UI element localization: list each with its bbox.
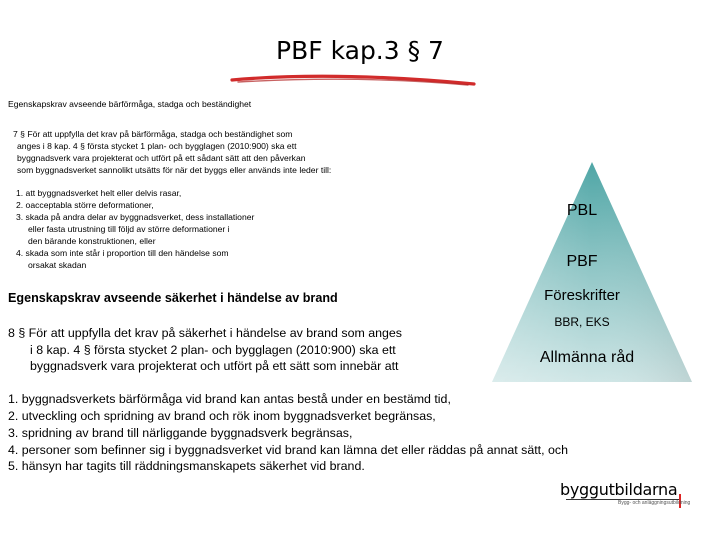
section1-list-item: den bärande konstruktionen, eller bbox=[28, 236, 156, 246]
section1-paragraph-line: anges i 8 kap. 4 § första stycket 1 plan- och bygglagen (2010:900) ska ett bbox=[17, 141, 297, 151]
section1-list-item: 3. skada på andra delar av byggnadsverket, dess installationer bbox=[16, 212, 255, 222]
pyramid-level-foreskrifter-sublabel: BBR, EKS bbox=[554, 315, 610, 329]
section1-paragraph-line: byggnadsverk vara projekterat och utfört på ett sådant sätt att den påverkan bbox=[17, 153, 306, 163]
slide-title: PBF kap.3 § 7 bbox=[276, 36, 444, 65]
logo-wordmark: byggutbildarna bbox=[560, 480, 678, 499]
section1-paragraph-line: 7 § För att uppfylla det krav på bärförmåga, stadga och beständighet som bbox=[13, 129, 293, 139]
section1-list-item: 1. att byggnadsverket helt eller delvis rasar, bbox=[16, 188, 182, 198]
logo-tagline: Bygg- och anläggningsutbildning bbox=[618, 500, 691, 506]
section2-list-item: 3. spridning av brand till närliggande byggnadsverk begränsas, bbox=[8, 426, 353, 440]
section2-list-item: 2. utveckling och spridning av brand och rök inom byggnadsverket begränsas, bbox=[8, 409, 436, 423]
section1-paragraph-line: som byggnadsverket sannolikt utsätts för när det byggs eller används inte leder till: bbox=[17, 165, 332, 175]
section1-heading: Egenskapskrav avseende bärförmåga, stadga och beständighet bbox=[8, 99, 252, 109]
pyramid-level-allmanna-rad: Allmänna råd bbox=[539, 349, 635, 366]
section2-list-item: 1. byggnadsverkets bärförmåga vid brand kan antas bestå under en bestämd tid, bbox=[8, 392, 451, 406]
section2-list-item: 4. personer som befinner sig i byggnadsverket vid brand kan lämna det eller räddas på annat sätt, och bbox=[8, 443, 568, 457]
section1-list-item: eller fasta utrustning till följd av större deformationer i bbox=[28, 224, 230, 234]
pyramid-level-foreskrifter: Föreskrifter bbox=[544, 287, 620, 304]
section2-heading: Egenskapskrav avseende säkerhet i händelse av brand bbox=[8, 291, 338, 305]
section2-paragraph-line: i 8 kap. 4 § första stycket 2 plan- och bygglagen (2010:900) ska ett bbox=[30, 343, 396, 357]
section1-list-item: 4. skada som inte står i proportion till den händelse som bbox=[16, 248, 229, 258]
pyramid-level-pbl: PBL bbox=[566, 202, 598, 219]
section2-list-item: 5. hänsyn har tagits till räddningsmanskapets säkerhet vid brand. bbox=[8, 459, 365, 473]
section1-list-item: 2. oacceptabla större deformationer, bbox=[16, 200, 154, 210]
section2-paragraph-line: byggnadsverk vara projekterat och utfört på ett sätt som innebär att bbox=[30, 359, 399, 373]
section2-paragraph-line: 8 § För att uppfylla det krav på säkerhet i händelse av brand som anges bbox=[8, 326, 402, 340]
title-underline bbox=[228, 72, 478, 92]
section1-list-item: orsakat skadan bbox=[28, 260, 87, 270]
pyramid-level-pbf: PBF bbox=[566, 253, 598, 270]
